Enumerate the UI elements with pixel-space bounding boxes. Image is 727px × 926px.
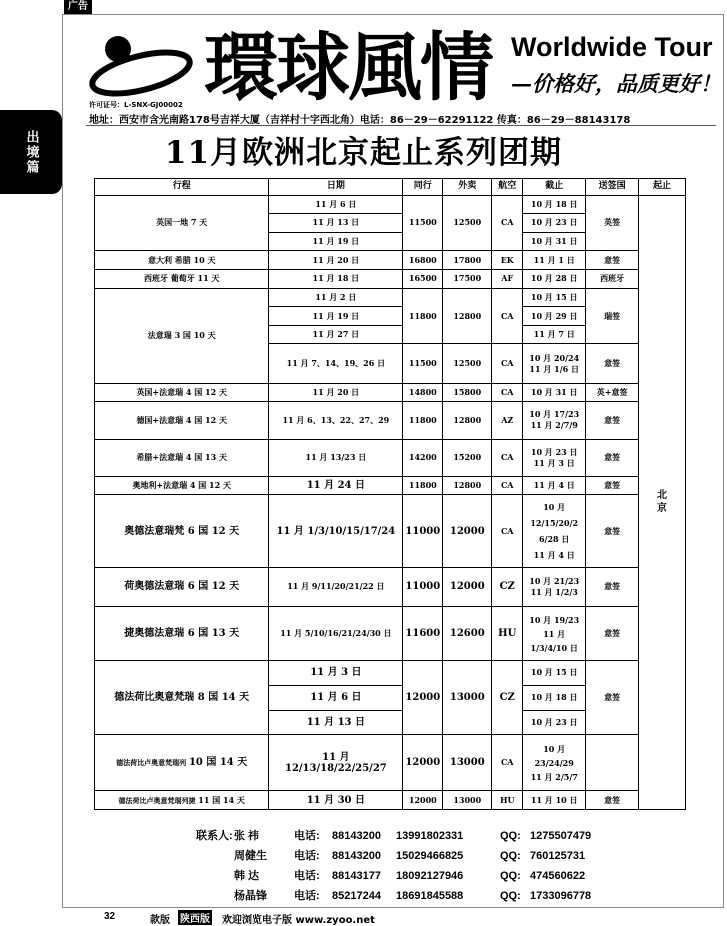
deadline-cell: 10 月 28 日 [523,269,586,288]
visa-cell: 意签 [586,495,639,567]
route-cell: 捷奥德法意瑞 6 国 13 天 [95,607,269,661]
table-row [95,735,686,791]
deadline-line: 10 月 20/24 [529,352,580,363]
contact-label: 联系人: [196,830,233,842]
retail-price-cell: 13000 [443,660,492,734]
deadline-cell: 10 月 23 日 [523,214,586,233]
date-cell: 11 月 20 日 [269,383,403,402]
retail-price-cell: 17800 [443,251,492,270]
header-depart: 起止 [639,179,686,196]
peer-price-cell: 12000 [403,791,443,810]
globe-logo-icon [88,33,194,99]
page-footer [104,911,375,926]
airline-cell: AZ [492,402,523,439]
header-divider [86,125,716,126]
website-link[interactable]: 欢迎浏览电子版 www.zyoo.net [222,915,375,926]
brand-name: 環球風情 [204,25,492,111]
deadline-cell [523,567,586,606]
date-cell: 11 月 1/3/10/15/17/24 [269,495,403,567]
visa-cell: 意签 [586,402,639,439]
route-cell: 意大利 希腊 10 天 [95,251,269,270]
table-row [95,251,686,270]
route-cell: 西班牙 葡萄牙 11 天 [95,269,269,288]
header-peer-price: 同行 [403,179,443,196]
mobile-number: 13991802331 [396,830,464,842]
qq-number: 474560622 [530,870,586,882]
date-cell: 11 月 13 日 [269,710,403,735]
section-tab-label: 出境篇 [23,129,39,175]
peer-price-cell: 11800 [403,402,443,439]
address-line: 地址：西安市含光南路178号吉祥大厦（吉祥村十字西北角）电话：86－29－62291122 传真：86－29－88143178 [89,115,631,126]
date-cell: 11 月 3 日 [269,660,403,685]
retail-price-cell: 12500 [443,195,492,251]
airline-cell: CA [492,735,523,791]
deadline-cell [523,439,586,476]
route-cell: 法意瑞 3 国 10 天 [95,288,269,383]
table-row [95,288,686,307]
visa-cell [586,735,639,791]
retail-price-cell: 12800 [443,288,492,344]
tel-number: 88143177 [332,870,381,882]
mobile-number: 18092127946 [396,870,464,882]
deadline-cell [523,402,586,439]
deadline-line: 12/15/20/2 [530,518,579,529]
retail-price-cell: 12000 [443,495,492,567]
brand-slogan: —价格好，品质更好！ [511,71,721,96]
route-cell: 英国一地 7 天 [95,195,269,251]
deadline-line: 6/28 日 [538,534,570,545]
route-cell: 德法荷比奥意梵瑞 8 国 14 天 [95,660,269,734]
airline-cell: CA [492,476,523,495]
header-deadline: 截止 [523,179,586,196]
deadline-line: 11 月 2/5/7 [530,771,578,782]
table-row [95,791,686,810]
peer-price-cell: 14200 [403,439,443,476]
route-countries: 德法荷比卢奥意梵瑞列捷 [118,795,196,805]
visa-cell: 意签 [586,439,639,476]
route-duration: 11 国 14 天 [198,794,245,805]
deadline-cell: 11 月 4 日 [523,476,586,495]
depart-city-cell [639,195,686,809]
peer-price-cell: 12000 [403,660,443,734]
table-row [95,195,686,214]
airline-cell: CA [492,288,523,344]
date-cell: 11 月 6、13、22、27、29 [269,402,403,439]
tel-number: 88143200 [332,830,381,842]
date-line: 12/13/18/22/25/27 [284,762,387,774]
header-route: 行程 [95,179,269,196]
route-cell: 奥德法意瑞梵 6 国 12 天 [95,495,269,567]
contact-row [196,846,616,866]
mobile-number: 18691845588 [396,890,464,902]
header-date: 日期 [269,179,403,196]
brand-english: Worldwide Tour [511,32,713,62]
deadline-cell: 10 月 29 日 [523,307,586,326]
deadline-line: 10 月 21/23 [529,575,580,586]
qq-label: QQ: [500,850,521,862]
peer-price-cell: 11500 [403,344,443,383]
airline-cell: HU [492,607,523,661]
date-cell: 11 月 13/23 日 [269,439,403,476]
deadline-cell: 11 月 1 日 [523,251,586,270]
tel-number: 85217244 [332,890,381,902]
route-duration: 10 国 14 天 [188,757,248,769]
header-airline: 航空 [492,179,523,196]
date-cell: 11 月 19 日 [269,232,403,251]
retail-price-cell: 15200 [443,439,492,476]
deadline-line: 1/3/4/10 日 [530,642,578,653]
peer-price-cell: 12000 [403,735,443,791]
peer-price-cell: 11500 [403,195,443,251]
deadline-line: 11 月 4 日 [533,550,575,561]
airline-cell: CZ [492,660,523,734]
schedule-table [94,178,686,810]
peer-price-cell: 16800 [403,251,443,270]
route-cell: 英国+法意瑞 4 国 12 天 [95,383,269,402]
visa-cell: 西班牙 [586,269,639,288]
date-cell: 11 月 9/11/20/21/22 日 [269,567,403,606]
deadline-cell: 11 月 10 日 [523,791,586,810]
peer-price-cell: 11800 [403,476,443,495]
deadline-line: 11 月 3 日 [533,457,575,468]
table-row [95,439,686,476]
visa-cell: 意签 [586,567,639,606]
retail-price-cell: 13000 [443,735,492,791]
airline-cell: CZ [492,567,523,606]
qq-label: QQ: [500,890,521,902]
visa-cell: 英+意签 [586,383,639,402]
deadline-line: 11 月 2/7/9 [530,420,578,431]
peer-price-cell: 11000 [403,567,443,606]
retail-price-cell: 13000 [443,791,492,810]
table-row [95,567,686,606]
retail-price-cell: 12000 [443,567,492,606]
contact-name: 韩 达 [234,870,260,882]
deadline-cell: 11 月 7 日 [523,325,586,344]
deadline-line: 10 月 19/23 [529,614,580,625]
peer-price-cell: 16500 [403,269,443,288]
airline-cell: CA [492,383,523,402]
retail-price-cell: 12800 [443,402,492,439]
contacts-block [196,826,616,906]
table-row [95,476,686,495]
route-cell: 奥地利+法意瑞 4 国 12 天 [95,476,269,495]
airline-cell: HU [492,791,523,810]
deadline-line: 11 月 1/6 日 [529,363,579,374]
header-retail-price: 外卖 [443,179,492,196]
retail-price-cell: 12500 [443,344,492,383]
date-cell: 11 月 27 日 [269,325,403,344]
route-cell [95,791,269,810]
deadline-cell [523,607,586,661]
route-cell [95,735,269,791]
table-row [95,607,686,661]
deadline-cell: 10 月 31 日 [523,232,586,251]
date-line: 11 月 [322,751,350,763]
contact-name: 张 祎 [234,830,260,842]
table-header-row [95,179,686,196]
date-cell: 11 月 6 日 [269,195,403,214]
edition-label: 款版 [150,915,170,926]
qq-label: QQ: [500,870,521,882]
retail-price-cell: 12800 [443,476,492,495]
page-number: 32 [104,911,116,922]
page-title: 11月欧洲北京起止系列团期 [164,135,563,171]
visa-cell: 意签 [586,344,639,383]
airline-cell: EK [492,251,523,270]
visa-cell: 英签 [586,195,639,251]
peer-price-cell: 14800 [403,383,443,402]
header-visa: 送签国 [586,179,639,196]
deadline-cell: 10 月 31 日 [523,383,586,402]
airline-cell: CA [492,495,523,567]
date-cell: 11 月 5/10/16/21/24/30 日 [269,607,403,661]
deadline-cell [523,344,586,383]
table-row [95,383,686,402]
retail-price-cell: 17500 [443,269,492,288]
table-row [95,660,686,685]
visa-cell: 意签 [586,607,639,661]
edition-tag: 陕西版 [178,910,212,925]
contact-row [196,866,616,886]
visa-cell: 意签 [586,251,639,270]
deadline-line: 11 月 1/2/3 [530,586,578,597]
depart-city-first: 北京 [657,490,668,515]
table-row [95,402,686,439]
date-cell: 11 月 6 日 [269,685,403,710]
mobile-number: 15029466825 [396,850,464,862]
route-cell: 希腊+法意瑞 4 国 13 天 [95,439,269,476]
license-number: 许可证号：L-SNX-GJ00002 [89,101,183,109]
visa-cell: 意签 [586,660,639,734]
contact-name: 周健生 [234,850,267,862]
date-cell: 11 月 20 日 [269,251,403,270]
deadline-line: 10 月 17/23 [529,409,580,420]
qq-number: 1275507479 [530,830,592,842]
deadline-cell [523,735,586,791]
date-cell: 11 月 2 日 [269,288,403,307]
deadline-cell: 10 月 15 日 [523,660,586,685]
airline-cell: AF [492,269,523,288]
tel-label: 电话: [294,830,320,842]
date-cell: 11 月 7、14、19、26 日 [269,344,403,383]
date-cell: 11 月 13 日 [269,214,403,233]
deadline-cell: 10 月 15 日 [523,288,586,307]
deadline-line: 11 月 [543,628,566,639]
route-cell: 德国+法意瑞 4 国 12 天 [95,402,269,439]
peer-price-cell: 11600 [403,607,443,661]
qq-number: 1733096778 [530,890,592,902]
ad-tag: 广告 [64,0,92,14]
deadline-cell [523,495,586,567]
date-cell: 11 月 24 日 [269,476,403,495]
tel-label: 电话: [294,890,320,902]
date-cell: 11 月 19 日 [269,307,403,326]
airline-cell: CA [492,439,523,476]
contact-row [196,886,616,906]
qq-number: 760125731 [530,850,586,862]
peer-price-cell: 11800 [403,288,443,344]
route-countries: 德法荷比卢奥意梵瑞列 [116,758,187,768]
deadline-line: 10 月 [543,743,566,754]
date-cell: 11 月 18 日 [269,269,403,288]
deadline-line: 10 月 23 日 [530,446,578,457]
route-cell: 荷奥德法意瑞 6 国 12 天 [95,567,269,606]
date-cell [269,735,403,791]
peer-price-cell: 11000 [403,495,443,567]
tel-number: 88143200 [332,850,381,862]
table-row [95,269,686,288]
retail-price-cell: 12600 [443,607,492,661]
deadline-cell: 10 月 18 日 [523,685,586,710]
deadline-line: 23/24/29 [534,757,574,768]
visa-cell: 意签 [586,476,639,495]
contact-row [196,826,616,846]
contact-name: 杨晶锋 [234,890,267,902]
date-cell: 11 月 30 日 [269,791,403,810]
deadline-cell: 10 月 18 日 [523,195,586,214]
deadline-cell: 10 月 23 日 [523,710,586,735]
airline-cell: CA [492,195,523,251]
table-row [95,495,686,567]
qq-label: QQ: [500,830,521,842]
tel-label: 电话: [294,870,320,882]
retail-price-cell: 15800 [443,383,492,402]
visa-cell: 瑞签 [586,288,639,344]
airline-cell: CA [492,344,523,383]
visa-cell: 意签 [586,791,639,810]
tel-label: 电话: [294,850,320,862]
deadline-line: 10 月 [543,502,566,513]
